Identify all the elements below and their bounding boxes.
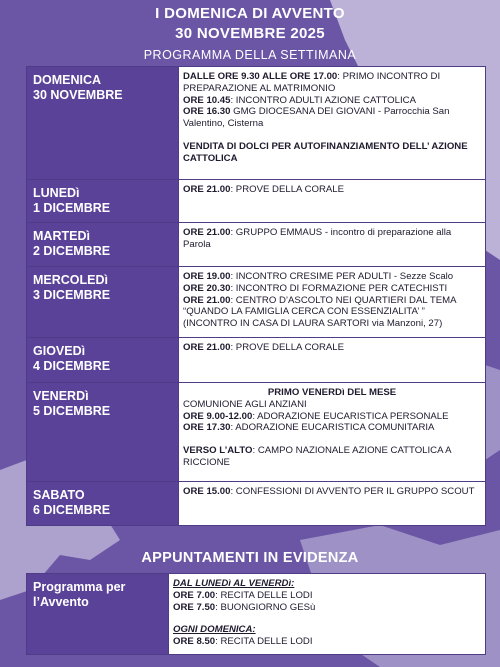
day-name: VENERDì: [33, 389, 89, 403]
event-text: GMG DIOCESANA DEI GIOVANI - Parrocchia San Valentino, Cisterna: [183, 106, 450, 130]
event-text: : CENTRO D’ASCOLTO NEI QUARTIERI DAL TEMA “QUANDO LA FAMIGLIA CERCA CON ESSENZIALITA’ ” (INCONTRO IN CASA DI LAURA SARTORI via Manzoni, 27): [183, 294, 456, 330]
events-cell: [179, 67, 486, 180]
day-date: 1 DICEMBRE: [33, 201, 111, 215]
appointments-title: APPUNTAMENTI IN EVIDENZA: [141, 550, 359, 566]
event-text: : INCONTRO DI FORMAZIONE PER CATECHISTI: [230, 282, 448, 294]
event-text: : INCONTRO CRESIME PER ADULTI - Sezze Scalo: [230, 271, 454, 282]
spacer: [183, 434, 481, 445]
event-notice: VENDITA DI DOLCI PER AUTOFINANZIAMENTO DELL’ AZIONE CATTOLICA: [183, 140, 468, 164]
appointment-text: : RECITA DELLE LODI: [215, 636, 313, 648]
appointments-group-heading: DAL LUNEDì AL VENERDì:: [173, 578, 295, 589]
day-name: MARTEDì: [33, 229, 90, 243]
appointment-time: ORE 7.50: [173, 601, 216, 613]
schedule-row-venerdi: [27, 383, 486, 482]
spacer: [173, 613, 481, 624]
day-cell: [27, 383, 179, 482]
event-time: ORE 17.30: [183, 422, 231, 434]
day-date: 5 DICEMBRE: [33, 404, 111, 418]
day-name: MERCOLEDì: [33, 273, 108, 287]
page-title: I DOMENICA DI AVVENTO: [155, 5, 345, 22]
day-cell: [27, 482, 179, 526]
event-time: ORE 21.00: [183, 184, 231, 195]
event-text: : PROVE DELLA CORALE: [230, 184, 345, 195]
day-cell: [27, 267, 179, 338]
event-item: [183, 445, 481, 469]
event-time: ORE 19.00: [183, 271, 231, 282]
appointment-item: [173, 590, 481, 602]
weekly-schedule-table: [26, 66, 486, 526]
schedule-row-domenica: [27, 67, 486, 180]
event-time: VERSO L’ALTO: [183, 445, 253, 457]
day-name: SABATO: [33, 488, 85, 502]
event-text: : INCONTRO ADULTI AZIONE CATTOLICA: [230, 94, 416, 106]
event-item: [183, 71, 481, 95]
events-cell: [179, 180, 486, 223]
day-name: DOMENICA: [33, 73, 102, 87]
event-item: [183, 227, 481, 251]
event-item: [183, 283, 481, 295]
schedule-row-lunedi: [27, 180, 486, 223]
event-time: ORE 9.00-12.00: [183, 410, 253, 422]
appointment-text: : RECITA DELLE LODI: [215, 589, 313, 601]
event-item: [183, 411, 481, 423]
appointment-time: ORE 8.50: [173, 636, 216, 648]
events-cell: [179, 482, 486, 526]
event-item: [183, 486, 481, 498]
event-item: [183, 422, 481, 434]
appointments-table: [26, 573, 486, 655]
appointments-row: [27, 574, 486, 655]
appointments-body-cell: [169, 574, 486, 655]
event-time: DALLE ORE 9.30 ALLE ORE 17.00: [183, 71, 338, 82]
event-time: ORE 15.00: [183, 486, 231, 497]
events-cell: [179, 383, 486, 482]
day-name: LUNEDì: [33, 186, 80, 200]
event-text: : CONFESSIONI DI AVVENTO PER IL GRUPPO SCOUT: [230, 486, 475, 497]
day-date: 6 DICEMBRE: [33, 503, 111, 517]
appointment-text: : BUONGIORNO GESù: [215, 601, 316, 613]
event-item: [183, 342, 481, 354]
schedule-row-giovedi: [27, 338, 486, 383]
event-time: ORE 21.00: [183, 294, 231, 306]
event-item: COMUNIONE AGLI ANZIANI: [183, 398, 307, 410]
event-text: : CAMPO NAZIONALE AZIONE CATTOLICA A RICCIONE: [183, 445, 451, 468]
event-item: [183, 295, 481, 330]
appointment-time: ORE 7.00: [173, 589, 216, 601]
event-time: ORE 20.30: [183, 282, 231, 294]
event-time: ORE 16.30: [183, 106, 231, 118]
appointments-label-line1: Programma per: [33, 580, 126, 594]
event-time: ORE 21.00: [183, 342, 231, 353]
events-cell: [179, 338, 486, 383]
spacer: [183, 130, 481, 141]
events-cell: [179, 267, 486, 338]
day-name: GIOVEDì: [33, 344, 86, 358]
day-cell: [27, 180, 179, 223]
event-text: : PROVE DELLA CORALE: [230, 342, 345, 353]
appointment-item: [173, 636, 481, 648]
day-date: 4 DICEMBRE: [33, 359, 111, 373]
event-text: : ADORAZIONE EUCARISTICA COMUNITARIA: [230, 422, 435, 434]
event-time: ORE 10.45: [183, 94, 231, 106]
day-cell: [27, 67, 179, 180]
events-cell: [179, 223, 486, 267]
day-date: 2 DICEMBRE: [33, 244, 111, 258]
appointment-item: [173, 602, 481, 614]
appointments-group-heading: OGNI DOMENICA:: [173, 624, 256, 636]
schedule-row-sabato: [27, 482, 486, 526]
event-item: [183, 106, 481, 130]
event-item: [183, 271, 481, 283]
event-time: ORE 21.00: [183, 227, 231, 238]
page-date: 30 NOVEMBRE 2025: [175, 25, 325, 42]
event-item: [183, 95, 481, 107]
appointments-label-line2: l’Avvento: [33, 595, 89, 609]
event-text: : PRIMO INCONTRO DI PREPARAZIONE AL MATRIMONIO: [183, 71, 441, 94]
page-header: [0, 4, 500, 64]
schedule-row-mercoledi: [27, 267, 486, 338]
event-text: : GRUPPO EMMAUS - incontro di preparazione alla Parola: [183, 227, 452, 250]
event-heading: PRIMO VENERDì DEL MESE: [267, 387, 397, 398]
schedule-row-martedi: [27, 223, 486, 267]
day-date: 30 NOVEMBRE: [33, 88, 123, 102]
day-cell: [27, 223, 179, 267]
event-text: : ADORAZIONE EUCARISTICA PERSONALE: [252, 410, 449, 422]
day-date: 3 DICEMBRE: [33, 288, 111, 302]
page-subtitle: PROGRAMMA DELLA SETTIMANA: [143, 48, 357, 62]
day-cell: [27, 338, 179, 383]
event-item: [183, 184, 481, 196]
appointments-label-cell: [27, 574, 169, 655]
